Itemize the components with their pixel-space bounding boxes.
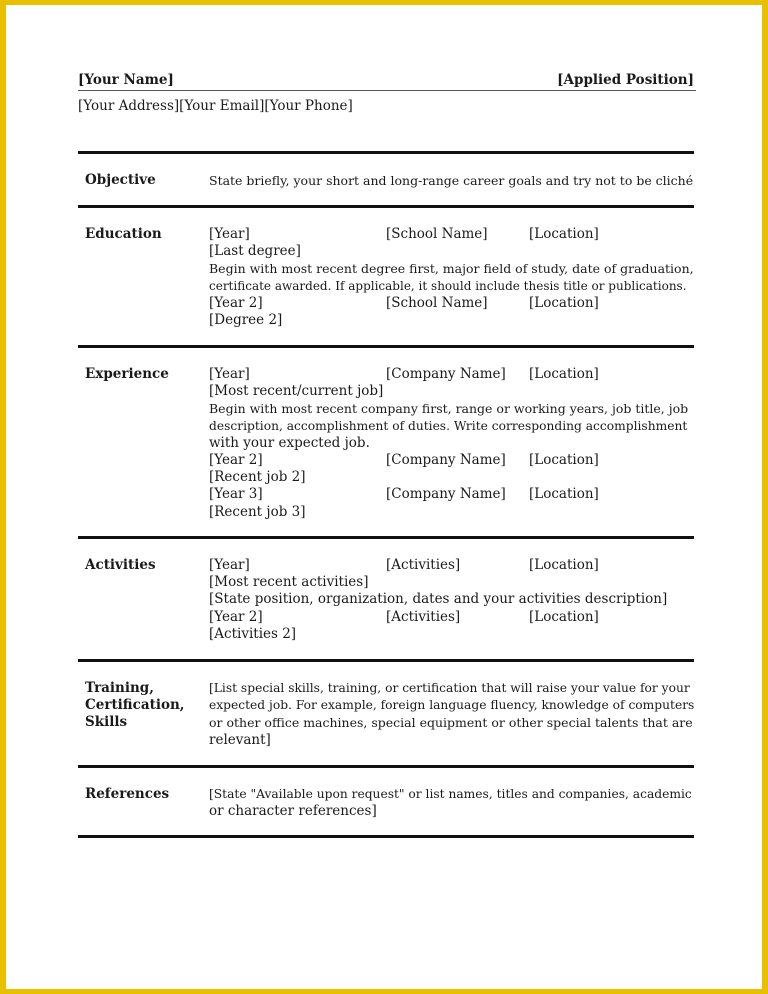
activities-description: [State position, organization, dates and your activities description] bbox=[209, 591, 668, 608]
training-label-line: Training, bbox=[85, 680, 154, 696]
experience-entry-1 bbox=[209, 366, 695, 383]
education-year-1: [Year] bbox=[209, 226, 250, 242]
activities-label: Activities bbox=[85, 557, 156, 573]
training-content bbox=[209, 680, 695, 749]
section-divider bbox=[78, 536, 694, 539]
section-divider bbox=[78, 835, 694, 838]
applicant-name: [Your Name] bbox=[78, 72, 174, 88]
education-label: Education bbox=[85, 226, 162, 242]
objective-line: State briefly, your short and long-range career goals and try not to be cliché bbox=[209, 173, 694, 188]
section-divider bbox=[78, 345, 694, 348]
references-line: [State "Available upon request" or list names, titles and companies, academic bbox=[209, 787, 692, 801]
activities-name-2: [Activities 2] bbox=[209, 625, 297, 642]
section-divider bbox=[78, 205, 694, 208]
objective-text bbox=[209, 172, 695, 189]
contact-info: [Your Address][Your Email][Your Phone] bbox=[78, 98, 353, 114]
education-school-1: [School Name] bbox=[386, 226, 488, 242]
education-entry-1 bbox=[209, 226, 695, 243]
experience-company-3: [Company Name] bbox=[386, 486, 506, 503]
education-content bbox=[209, 226, 695, 329]
objective-label: Objective bbox=[85, 172, 156, 188]
experience-job-1: [Most recent/current job] bbox=[209, 383, 384, 400]
experience-location-1: [Location] bbox=[529, 366, 599, 382]
experience-company-2: [Company Name] bbox=[386, 452, 506, 468]
experience-label: Experience bbox=[85, 366, 169, 382]
training-line: [List special skills, training, or certification that will raise your value for your bbox=[209, 681, 690, 695]
education-degree-2: [Degree 2] bbox=[209, 311, 283, 328]
experience-year-2: [Year 2] bbox=[209, 452, 263, 468]
activities-activity-2: [Activities] bbox=[386, 608, 461, 625]
education-school-2: [School Name] bbox=[386, 294, 488, 311]
references-content bbox=[209, 786, 695, 820]
training-label-line: Skills bbox=[85, 714, 128, 730]
section-divider bbox=[78, 659, 694, 662]
experience-location-3: [Location] bbox=[529, 486, 599, 503]
experience-location-2: [Location] bbox=[529, 452, 599, 468]
activities-entry-1 bbox=[209, 557, 695, 574]
experience-job-3: [Recent job 3] bbox=[209, 503, 306, 520]
experience-entry-2 bbox=[209, 452, 695, 469]
experience-entry-3 bbox=[209, 486, 695, 503]
education-location-1: [Location] bbox=[529, 226, 599, 242]
activities-entry-2 bbox=[209, 609, 695, 626]
experience-description-line: description, accomplishment of duties. Write corresponding accomplishment bbox=[209, 418, 688, 433]
experience-job-2: [Recent job 2] bbox=[209, 469, 306, 486]
education-year-2: [Year 2] bbox=[209, 294, 263, 311]
section-divider bbox=[78, 765, 694, 768]
education-location-2: [Location] bbox=[529, 294, 599, 311]
training-label bbox=[85, 680, 184, 731]
experience-company-1: [Company Name] bbox=[386, 366, 506, 382]
activities-recent: [Most recent activities] bbox=[209, 574, 369, 591]
section-divider bbox=[78, 151, 694, 154]
training-line: expected job. For example, foreign language fluency, knowledge of computers bbox=[209, 698, 695, 713]
resume-header bbox=[78, 72, 696, 91]
activities-location-2: [Location] bbox=[529, 608, 599, 625]
education-degree-1: [Last degree] bbox=[209, 243, 301, 260]
activities-content bbox=[209, 557, 695, 643]
training-line: relevant] bbox=[209, 731, 271, 748]
education-entry-2 bbox=[209, 295, 695, 312]
activities-activity-1: [Activities] bbox=[386, 557, 461, 573]
experience-description-line: with your expected job. bbox=[209, 434, 370, 451]
activities-year-1: [Year] bbox=[209, 557, 250, 573]
experience-year-1: [Year] bbox=[209, 366, 250, 382]
applied-position: [Applied Position] bbox=[557, 72, 694, 88]
activities-location-1: [Location] bbox=[529, 557, 599, 573]
training-label-line: Certification, bbox=[85, 697, 185, 713]
experience-year-3: [Year 3] bbox=[209, 486, 263, 503]
references-label: References bbox=[85, 786, 170, 802]
training-line: or other office machines, special equipment or other special talents that are bbox=[209, 715, 693, 731]
references-line: or character references] bbox=[209, 803, 377, 820]
experience-description-line: Begin with most recent company first, range or working years, job title, job bbox=[209, 401, 689, 417]
education-description-line: Begin with most recent degree first, major field of study, date of graduation, bbox=[209, 261, 694, 277]
activities-year-2: [Year 2] bbox=[209, 608, 263, 625]
experience-content bbox=[209, 366, 695, 521]
education-description-line: certificate awarded. If applicable, it should include thesis title or publications. bbox=[209, 278, 687, 293]
